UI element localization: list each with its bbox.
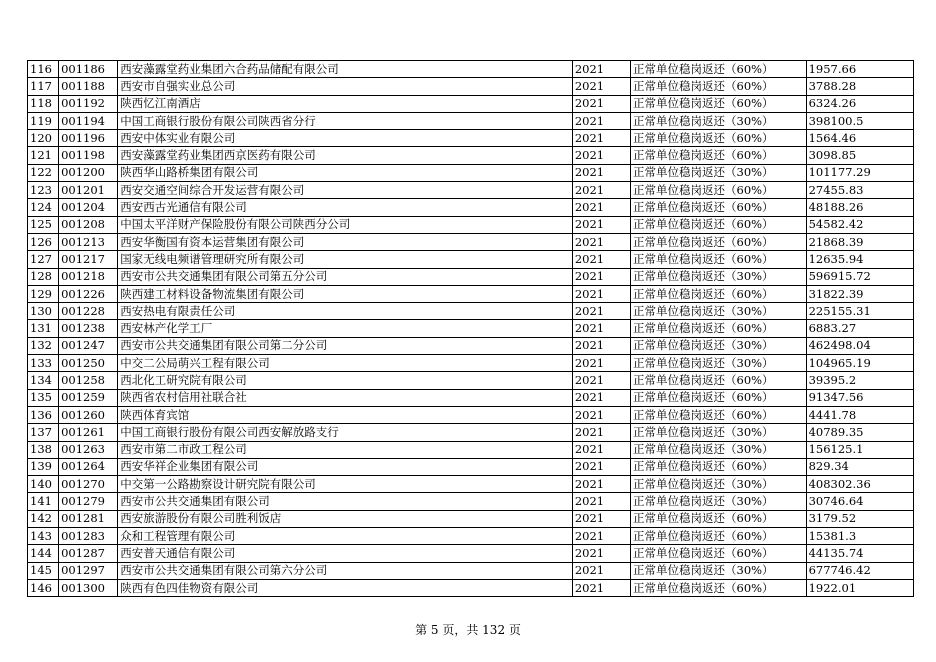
unit-code-cell: 001228 bbox=[59, 303, 118, 320]
refund-type-cell: 正常单位稳岗返还（30%） bbox=[631, 562, 807, 579]
year-cell: 2021 bbox=[572, 545, 630, 562]
refund-type-cell: 正常单位稳岗返还（60%） bbox=[631, 545, 807, 562]
year-cell: 2021 bbox=[572, 528, 630, 545]
refund-type-cell: 正常单位稳岗返还（30%） bbox=[631, 112, 807, 129]
unit-code-cell: 001261 bbox=[59, 424, 118, 441]
unit-name-cell: 西安交通空间综合开发运营有限公司 bbox=[118, 182, 573, 199]
row-number-cell: 117 bbox=[28, 78, 59, 95]
unit-code-cell: 001279 bbox=[59, 493, 118, 510]
year-cell: 2021 bbox=[572, 251, 630, 268]
amount-cell: 3788.28 bbox=[806, 78, 913, 95]
amount-cell: 40789.35 bbox=[806, 424, 913, 441]
refund-type-cell: 正常单位稳岗返还（30%） bbox=[631, 476, 807, 493]
year-cell: 2021 bbox=[572, 182, 630, 199]
row-number-cell: 131 bbox=[28, 320, 59, 337]
refund-type-cell: 正常单位稳岗返还（30%） bbox=[631, 164, 807, 181]
year-cell: 2021 bbox=[572, 199, 630, 216]
row-number-cell: 134 bbox=[28, 372, 59, 389]
table-row bbox=[28, 320, 914, 337]
year-cell: 2021 bbox=[572, 458, 630, 475]
unit-code-cell: 001192 bbox=[59, 95, 118, 112]
unit-name-cell: 中国太平洋财产保险股份有限公司陕西分公司 bbox=[118, 216, 573, 233]
year-cell: 2021 bbox=[572, 164, 630, 181]
row-number-cell: 144 bbox=[28, 545, 59, 562]
unit-name-cell: 中交第一公路勘察设计研究院有限公司 bbox=[118, 476, 573, 493]
table-row bbox=[28, 337, 914, 354]
refund-type-cell: 正常单位稳岗返还（60%） bbox=[631, 216, 807, 233]
year-cell: 2021 bbox=[572, 424, 630, 441]
year-cell: 2021 bbox=[572, 372, 630, 389]
table-body bbox=[28, 61, 914, 597]
unit-name-cell: 西安普天通信有限公司 bbox=[118, 545, 573, 562]
unit-name-cell: 西安市公共交通集团有限公司第五分公司 bbox=[118, 268, 573, 285]
table-row bbox=[28, 510, 914, 527]
year-cell: 2021 bbox=[572, 406, 630, 423]
amount-cell: 91347.56 bbox=[806, 389, 913, 406]
unit-name-cell: 西北化工研究院有限公司 bbox=[118, 372, 573, 389]
year-cell: 2021 bbox=[572, 233, 630, 250]
refund-type-cell: 正常单位稳岗返还（60%） bbox=[631, 78, 807, 95]
table-row bbox=[28, 112, 914, 129]
amount-cell: 6324.26 bbox=[806, 95, 913, 112]
refund-type-cell: 正常单位稳岗返还（30%） bbox=[631, 268, 807, 285]
page-footer: 第 5 页，共 132 页 bbox=[415, 623, 521, 637]
unit-name-cell: 西安市公共交通集团有限公司第六分公司 bbox=[118, 562, 573, 579]
unit-code-cell: 001281 bbox=[59, 510, 118, 527]
unit-name-cell: 西安华衡国有资本运营集团有限公司 bbox=[118, 233, 573, 250]
unit-name-cell: 西安市公共交通集团有限公司 bbox=[118, 493, 573, 510]
table-row bbox=[28, 545, 914, 562]
row-number-cell: 140 bbox=[28, 476, 59, 493]
row-number-cell: 124 bbox=[28, 199, 59, 216]
table-row bbox=[28, 182, 914, 199]
table-row bbox=[28, 130, 914, 147]
year-cell: 2021 bbox=[572, 303, 630, 320]
unit-name-cell: 西安热电有限责任公司 bbox=[118, 303, 573, 320]
refund-type-cell: 正常单位稳岗返还（60%） bbox=[631, 458, 807, 475]
row-number-cell: 141 bbox=[28, 493, 59, 510]
unit-code-cell: 001198 bbox=[59, 147, 118, 164]
unit-name-cell: 西安中体实业有限公司 bbox=[118, 130, 573, 147]
year-cell: 2021 bbox=[572, 389, 630, 406]
unit-name-cell: 西安西古光通信有限公司 bbox=[118, 199, 573, 216]
row-number-cell: 120 bbox=[28, 130, 59, 147]
row-number-cell: 135 bbox=[28, 389, 59, 406]
amount-cell: 225155.31 bbox=[806, 303, 913, 320]
amount-cell: 21868.39 bbox=[806, 233, 913, 250]
refund-type-cell: 正常单位稳岗返还（60%） bbox=[631, 372, 807, 389]
amount-cell: 596915.72 bbox=[806, 268, 913, 285]
refund-type-cell: 正常单位稳岗返还（30%） bbox=[631, 441, 807, 458]
unit-code-cell: 001226 bbox=[59, 285, 118, 302]
unit-code-cell: 001204 bbox=[59, 199, 118, 216]
unit-code-cell: 001188 bbox=[59, 78, 118, 95]
year-cell: 2021 bbox=[572, 95, 630, 112]
row-number-cell: 125 bbox=[28, 216, 59, 233]
table-row bbox=[28, 458, 914, 475]
amount-cell: 398100.5 bbox=[806, 112, 913, 129]
row-number-cell: 128 bbox=[28, 268, 59, 285]
unit-name-cell: 西安华祥企业集团有限公司 bbox=[118, 458, 573, 475]
amount-cell: 31822.39 bbox=[806, 285, 913, 302]
row-number-cell: 145 bbox=[28, 562, 59, 579]
table-row bbox=[28, 528, 914, 545]
unit-name-cell: 西安市第二市政工程公司 bbox=[118, 441, 573, 458]
amount-cell: 1957.66 bbox=[806, 61, 913, 78]
unit-code-cell: 001260 bbox=[59, 406, 118, 423]
year-cell: 2021 bbox=[572, 562, 630, 579]
unit-name-cell: 中国工商银行股份有限公司西安解放路支行 bbox=[118, 424, 573, 441]
row-number-cell: 130 bbox=[28, 303, 59, 320]
unit-name-cell: 国家无线电频谱管理研究所有限公司 bbox=[118, 251, 573, 268]
unit-code-cell: 001208 bbox=[59, 216, 118, 233]
amount-cell: 3098.85 bbox=[806, 147, 913, 164]
unit-code-cell: 001287 bbox=[59, 545, 118, 562]
unit-code-cell: 001218 bbox=[59, 268, 118, 285]
unit-code-cell: 001186 bbox=[59, 61, 118, 78]
refund-type-cell: 正常单位稳岗返还（60%） bbox=[631, 95, 807, 112]
amount-cell: 4441.78 bbox=[806, 406, 913, 423]
amount-cell: 677746.42 bbox=[806, 562, 913, 579]
table-row bbox=[28, 147, 914, 164]
amount-cell: 12635.94 bbox=[806, 251, 913, 268]
refund-type-cell: 正常单位稳岗返还（30%） bbox=[631, 303, 807, 320]
refund-type-cell: 正常单位稳岗返还（60%） bbox=[631, 233, 807, 250]
row-number-cell: 143 bbox=[28, 528, 59, 545]
row-number-cell: 118 bbox=[28, 95, 59, 112]
amount-cell: 27455.83 bbox=[806, 182, 913, 199]
table-row bbox=[28, 424, 914, 441]
unit-code-cell: 001194 bbox=[59, 112, 118, 129]
table-row bbox=[28, 199, 914, 216]
refund-type-cell: 正常单位稳岗返还（60%） bbox=[631, 130, 807, 147]
unit-code-cell: 001201 bbox=[59, 182, 118, 199]
data-table bbox=[27, 60, 914, 597]
year-cell: 2021 bbox=[572, 78, 630, 95]
amount-cell: 829.34 bbox=[806, 458, 913, 475]
table-row bbox=[28, 355, 914, 372]
row-number-cell: 129 bbox=[28, 285, 59, 302]
amount-cell: 1922.01 bbox=[806, 579, 913, 596]
row-number-cell: 133 bbox=[28, 355, 59, 372]
amount-cell: 3179.52 bbox=[806, 510, 913, 527]
unit-code-cell: 001263 bbox=[59, 441, 118, 458]
amount-cell: 54582.42 bbox=[806, 216, 913, 233]
row-number-cell: 116 bbox=[28, 61, 59, 78]
row-number-cell: 139 bbox=[28, 458, 59, 475]
year-cell: 2021 bbox=[572, 493, 630, 510]
table-row bbox=[28, 61, 914, 78]
unit-code-cell: 001217 bbox=[59, 251, 118, 268]
row-number-cell: 121 bbox=[28, 147, 59, 164]
unit-name-cell: 陕西华山路桥集团有限公司 bbox=[118, 164, 573, 181]
amount-cell: 408302.36 bbox=[806, 476, 913, 493]
unit-code-cell: 001247 bbox=[59, 337, 118, 354]
amount-cell: 101177.29 bbox=[806, 164, 913, 181]
unit-code-cell: 001238 bbox=[59, 320, 118, 337]
row-number-cell: 122 bbox=[28, 164, 59, 181]
refund-type-cell: 正常单位稳岗返还（60%） bbox=[631, 528, 807, 545]
unit-name-cell: 众和工程管理有限公司 bbox=[118, 528, 573, 545]
table-row bbox=[28, 95, 914, 112]
refund-type-cell: 正常单位稳岗返还（60%） bbox=[631, 320, 807, 337]
refund-type-cell: 正常单位稳岗返还（60%） bbox=[631, 147, 807, 164]
amount-cell: 1564.46 bbox=[806, 130, 913, 147]
table-row bbox=[28, 78, 914, 95]
amount-cell: 48188.26 bbox=[806, 199, 913, 216]
unit-code-cell: 001297 bbox=[59, 562, 118, 579]
unit-code-cell: 001200 bbox=[59, 164, 118, 181]
unit-code-cell: 001283 bbox=[59, 528, 118, 545]
year-cell: 2021 bbox=[572, 510, 630, 527]
amount-cell: 39395.2 bbox=[806, 372, 913, 389]
amount-cell: 104965.19 bbox=[806, 355, 913, 372]
refund-type-cell: 正常单位稳岗返还（60%） bbox=[631, 406, 807, 423]
table-row bbox=[28, 251, 914, 268]
refund-type-cell: 正常单位稳岗返还（60%） bbox=[631, 199, 807, 216]
unit-name-cell: 陕西体育宾馆 bbox=[118, 406, 573, 423]
refund-type-cell: 正常单位稳岗返还（60%） bbox=[631, 251, 807, 268]
year-cell: 2021 bbox=[572, 285, 630, 302]
unit-code-cell: 001300 bbox=[59, 579, 118, 596]
amount-cell: 156125.1 bbox=[806, 441, 913, 458]
unit-name-cell: 西安旅游股份有限公司胜利饭店 bbox=[118, 510, 573, 527]
unit-name-cell: 中交二公局萌兴工程有限公司 bbox=[118, 355, 573, 372]
refund-type-cell: 正常单位稳岗返还（60%） bbox=[631, 182, 807, 199]
unit-name-cell: 西安市自强实业总公司 bbox=[118, 78, 573, 95]
row-number-cell: 126 bbox=[28, 233, 59, 250]
unit-name-cell: 西安藻露堂药业集团六合药品储配有限公司 bbox=[118, 61, 573, 78]
refund-type-cell: 正常单位稳岗返还（60%） bbox=[631, 510, 807, 527]
unit-code-cell: 001270 bbox=[59, 476, 118, 493]
refund-type-cell: 正常单位稳岗返还（30%） bbox=[631, 493, 807, 510]
row-number-cell: 127 bbox=[28, 251, 59, 268]
refund-type-cell: 正常单位稳岗返还（30%） bbox=[631, 337, 807, 354]
amount-cell: 44135.74 bbox=[806, 545, 913, 562]
refund-type-cell: 正常单位稳岗返还（60%） bbox=[631, 61, 807, 78]
unit-code-cell: 001250 bbox=[59, 355, 118, 372]
row-number-cell: 146 bbox=[28, 579, 59, 596]
unit-name-cell: 陕西建工材料设备物流集团有限公司 bbox=[118, 285, 573, 302]
table-row bbox=[28, 303, 914, 320]
table-row bbox=[28, 562, 914, 579]
refund-type-cell: 正常单位稳岗返还（60%） bbox=[631, 579, 807, 596]
unit-code-cell: 001258 bbox=[59, 372, 118, 389]
table-row bbox=[28, 164, 914, 181]
row-number-cell: 138 bbox=[28, 441, 59, 458]
row-number-cell: 123 bbox=[28, 182, 59, 199]
unit-name-cell: 西安藻露堂药业集团西京医药有限公司 bbox=[118, 147, 573, 164]
year-cell: 2021 bbox=[572, 337, 630, 354]
row-number-cell: 136 bbox=[28, 406, 59, 423]
year-cell: 2021 bbox=[572, 579, 630, 596]
year-cell: 2021 bbox=[572, 130, 630, 147]
year-cell: 2021 bbox=[572, 61, 630, 78]
table-row bbox=[28, 406, 914, 423]
unit-name-cell: 中国工商银行股份有限公司陕西省分行 bbox=[118, 112, 573, 129]
unit-name-cell: 西安市公共交通集团有限公司第二分公司 bbox=[118, 337, 573, 354]
year-cell: 2021 bbox=[572, 268, 630, 285]
refund-type-cell: 正常单位稳岗返还（30%） bbox=[631, 424, 807, 441]
unit-name-cell: 陕西忆江南酒店 bbox=[118, 95, 573, 112]
year-cell: 2021 bbox=[572, 355, 630, 372]
table-row bbox=[28, 389, 914, 406]
unit-name-cell: 陕西省农村信用社联合社 bbox=[118, 389, 573, 406]
table-row bbox=[28, 216, 914, 233]
refund-type-cell: 正常单位稳岗返还（30%） bbox=[631, 355, 807, 372]
unit-code-cell: 001196 bbox=[59, 130, 118, 147]
unit-name-cell: 陕西有色四佳物资有限公司 bbox=[118, 579, 573, 596]
year-cell: 2021 bbox=[572, 476, 630, 493]
unit-name-cell: 西安林产化学工厂 bbox=[118, 320, 573, 337]
amount-cell: 30746.64 bbox=[806, 493, 913, 510]
unit-code-cell: 001264 bbox=[59, 458, 118, 475]
refund-type-cell: 正常单位稳岗返还（60%） bbox=[631, 389, 807, 406]
year-cell: 2021 bbox=[572, 147, 630, 164]
unit-code-cell: 001259 bbox=[59, 389, 118, 406]
table-row bbox=[28, 493, 914, 510]
row-number-cell: 132 bbox=[28, 337, 59, 354]
table-row bbox=[28, 285, 914, 302]
amount-cell: 15381.3 bbox=[806, 528, 913, 545]
table-row bbox=[28, 233, 914, 250]
year-cell: 2021 bbox=[572, 216, 630, 233]
row-number-cell: 119 bbox=[28, 112, 59, 129]
year-cell: 2021 bbox=[572, 441, 630, 458]
refund-type-cell: 正常单位稳岗返还（60%） bbox=[631, 285, 807, 302]
table-row bbox=[28, 476, 914, 493]
table-row bbox=[28, 579, 914, 596]
unit-code-cell: 001213 bbox=[59, 233, 118, 250]
amount-cell: 462498.04 bbox=[806, 337, 913, 354]
year-cell: 2021 bbox=[572, 112, 630, 129]
year-cell: 2021 bbox=[572, 320, 630, 337]
table-row bbox=[28, 372, 914, 389]
row-number-cell: 137 bbox=[28, 424, 59, 441]
table-row bbox=[28, 268, 914, 285]
row-number-cell: 142 bbox=[28, 510, 59, 527]
amount-cell: 6883.27 bbox=[806, 320, 913, 337]
table-row bbox=[28, 441, 914, 458]
